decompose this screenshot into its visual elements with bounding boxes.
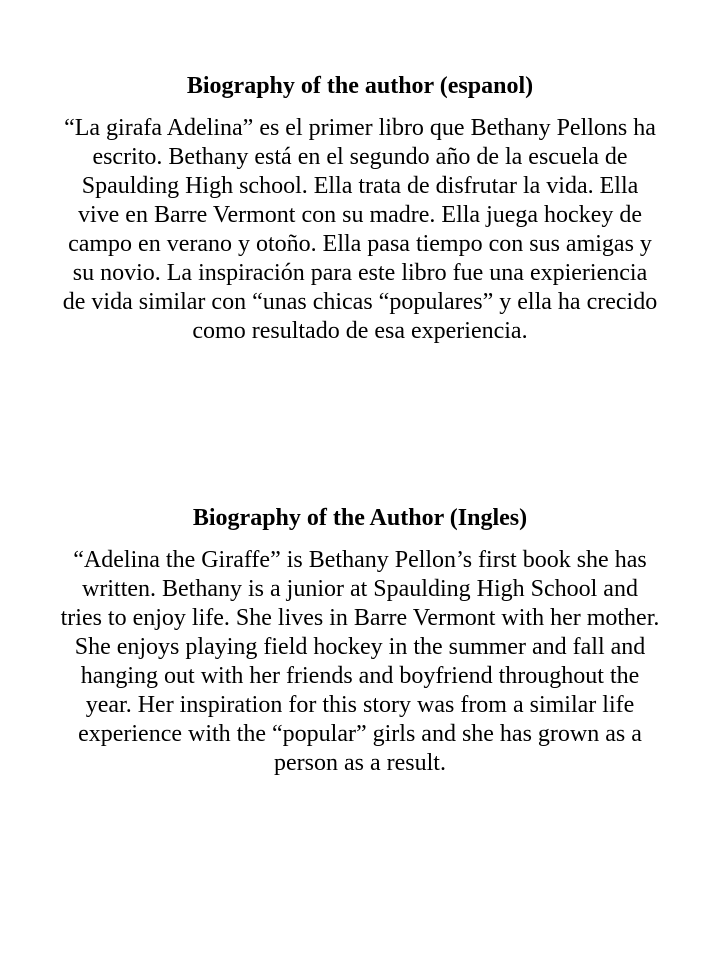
english-biography-heading: Biography of the Author (Ingles) (192, 505, 528, 531)
english-biography-section (60, 504, 660, 778)
english-biography-text: “Adelina the Giraffe” is Bethany Pellon’s first book she has written. Bethany is a junior at Spaulding High School and tries to enjoy life. She lives in Barre Vermont with her mother. She enjoys playing field hockey in the summer and fall and hanging out with her friends and boyfriend throughout the year. Her inspiration for this story was from a similar life experience with the “popular” girls and she has grown as a person as a result. (60, 547, 660, 776)
spanish-biography-text: “La girafa Adelina” es el primer libro que Bethany Pellons ha escrito. Bethany está en el segundo año de la escuela de Spaulding High school. Ella trata de disfrutar la vida. Ella vive en Barre Vermont con su madre. Ella juega hockey de campo en verano y otoño. Ella pasa tiempo con sus amigas y su novio. La inspiración para este libro fue una expieriencia de vida similar con “unas chicas “populares” y ella ha crecido como resultado de esa experiencia. (62, 115, 658, 344)
spanish-biography-heading: Biography of the author (espanol) (186, 73, 534, 99)
spanish-biography-section (60, 72, 660, 346)
